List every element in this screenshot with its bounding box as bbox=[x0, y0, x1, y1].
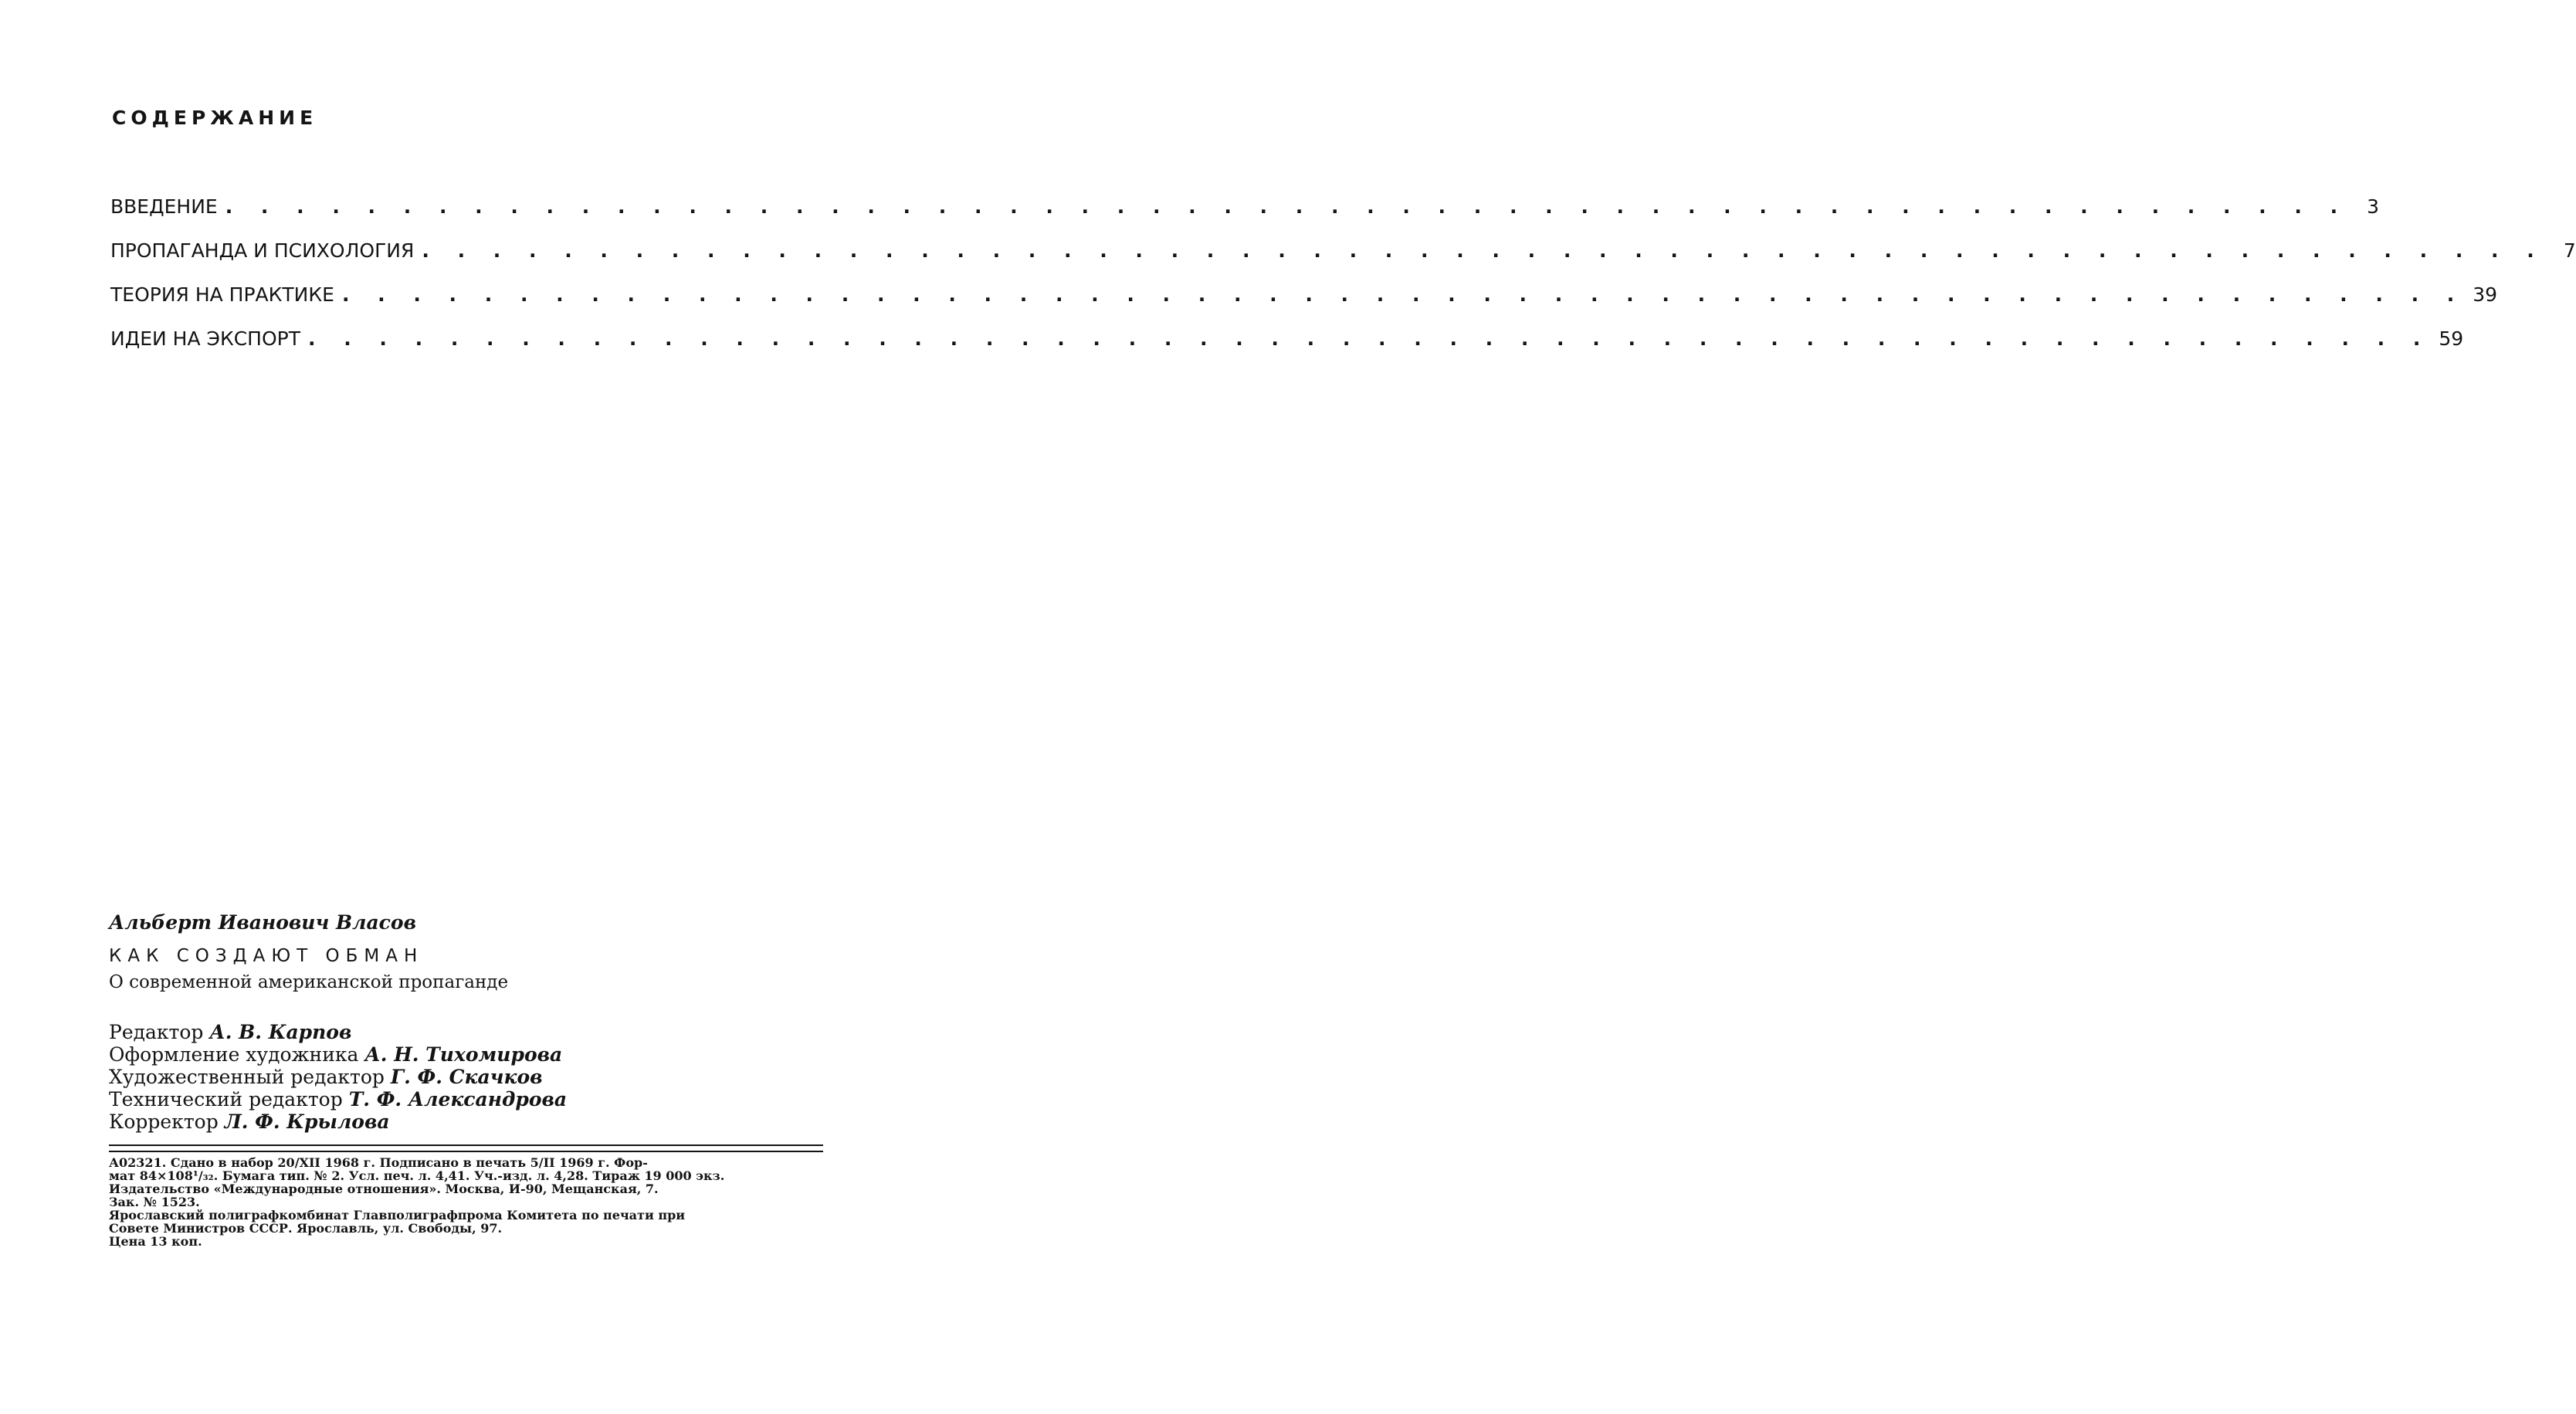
credit-row bbox=[109, 1043, 567, 1066]
book-title: КАК СОЗДАЮТ ОБМАН bbox=[109, 946, 424, 966]
toc-entry-page: 59 bbox=[2439, 327, 2464, 350]
credit-row bbox=[109, 1111, 567, 1133]
toc-entry bbox=[110, 239, 2576, 283]
credit-name: Г. Ф. Скачков bbox=[390, 1066, 543, 1088]
book-subtitle: О современной американской пропаганде bbox=[109, 972, 509, 992]
credit-name: А. Н. Тихомирова bbox=[364, 1043, 563, 1066]
imprint-line: Ярославский полиграфкомбинат Главполиграфпрома Комитета по печати при bbox=[109, 1208, 686, 1222]
credit-role: Корректор bbox=[109, 1111, 219, 1133]
credit-role: Оформление художника bbox=[109, 1043, 359, 1066]
toc-entry-title: ПРОПАГАНДА И ПСИХОЛОГИЯ bbox=[110, 239, 415, 262]
toc-leader-dots: . . . . . . . . . . . . . . . . . . . . . . . . . . . . . . . . . . . . . . . . . . . . . . . . . . . . . . . . . . . . bbox=[422, 239, 2545, 262]
toc-entry-title: ТЕОРИЯ НА ПРАКТИКЕ bbox=[110, 283, 334, 306]
toc-leader-dots: . . . . . . . . . . . . . . . . . . . . . . . . . . . . . . . . . . . . . . . . . . . . . . . . . . . . . . . . . . . . bbox=[308, 327, 2432, 350]
imprint-line: мат 84×108¹/₃₂. Бумага тип. № 2. Усл. печ. л. 4,41. Уч.-изд. л. 4,28. Тираж 19 000 экз. bbox=[109, 1168, 725, 1183]
toc-leader-dots: . . . . . . . . . . . . . . . . . . . . . . . . . . . . . . . . . . . . . . . . . . . . . . . . . . . . . . . . . . . . bbox=[225, 195, 2349, 218]
toc-entry-title: ИДЕИ НА ЭКСПОРТ bbox=[110, 327, 301, 350]
credit-role: Редактор bbox=[109, 1021, 204, 1043]
toc-entry bbox=[110, 327, 2464, 371]
credit-role: Технический редактор bbox=[109, 1088, 343, 1111]
credit-name: А. В. Карпов bbox=[209, 1021, 352, 1043]
credits-list bbox=[109, 1021, 567, 1133]
imprint-block bbox=[109, 1156, 823, 1248]
imprint-line: А02321. Сдано в набор 20/XII 1968 г. Подписано в печать 5/II 1969 г. Фор- bbox=[109, 1155, 648, 1170]
toc-leader-dots: . . . . . . . . . . . . . . . . . . . . . . . . . . . . . . . . . . . . . . . . . . . . . . . . . . . . . . . . . . . . bbox=[341, 283, 2466, 306]
toc-entry-title: ВВЕДЕНИЕ bbox=[110, 195, 218, 218]
divider-rule bbox=[109, 1151, 823, 1152]
imprint-line: Издательство «Международные отношения». Москва, И-90, Мещанская, 7. bbox=[109, 1182, 659, 1196]
table-of-contents bbox=[110, 195, 2576, 371]
imprint-line: Совете Министров СССР. Ярославль, ул. Свободы, 97. bbox=[109, 1221, 503, 1236]
toc-entry bbox=[110, 283, 2498, 327]
toc-entry-page: 7 bbox=[2563, 239, 2576, 262]
author-name: Альберт Иванович Власов bbox=[109, 911, 416, 934]
divider-rule bbox=[109, 1144, 823, 1146]
credit-name: Л. Ф. Крылова bbox=[224, 1111, 390, 1133]
toc-entry-page: 3 bbox=[2367, 195, 2380, 218]
toc-entry-page: 39 bbox=[2473, 283, 2498, 306]
credit-name: Т. Ф. Александрова bbox=[348, 1088, 568, 1111]
imprint-line: Зак. № 1523. bbox=[109, 1195, 200, 1209]
credit-row bbox=[109, 1088, 567, 1111]
imprint-line: Цена 13 коп. bbox=[109, 1234, 202, 1249]
credit-row bbox=[109, 1066, 567, 1088]
toc-heading: СОДЕРЖАНИЕ bbox=[112, 107, 318, 129]
credit-row bbox=[109, 1021, 567, 1043]
toc-entry bbox=[110, 195, 2380, 239]
credit-role: Художественный редактор bbox=[109, 1066, 385, 1088]
